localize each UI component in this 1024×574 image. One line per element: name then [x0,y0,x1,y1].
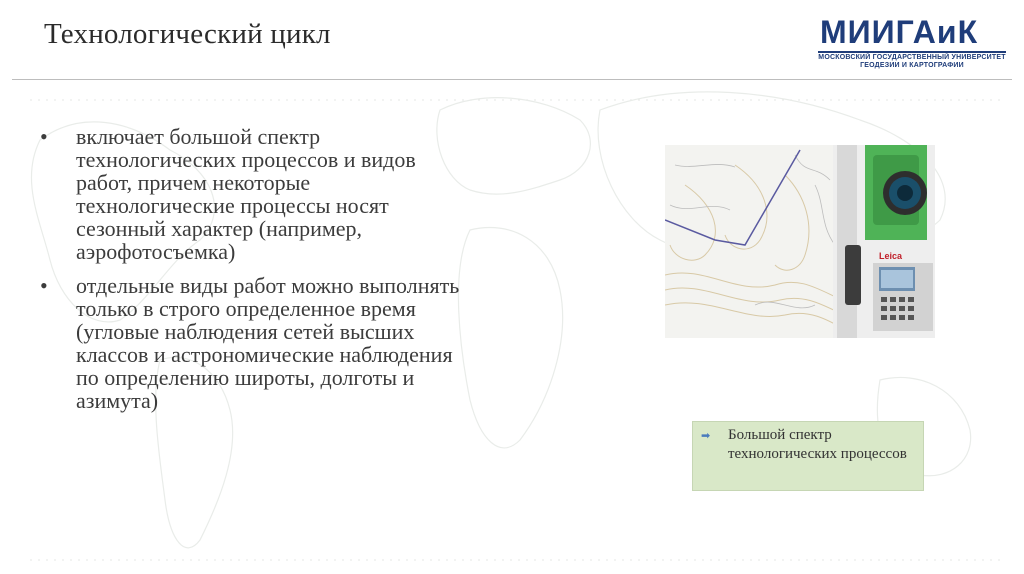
university-logo [812,14,1012,70]
slide-title: Технологический цикл [44,18,331,50]
callout-text: Большой спектр технологических процессов [728,427,907,462]
arrow-right-icon: ➡ [701,429,711,442]
bullet-list [40,125,470,423]
header-divider [12,79,1012,80]
logo-divider [818,51,1006,53]
bullet-text: включает большой спектр технологических процессов и видов работ, причем некоторые технологические процессы носят сезонный характер (например, аэрофотосъемка) [76,124,416,264]
total-station-photo [665,145,935,338]
logo-wordmark: МИИГАиК [820,14,979,50]
bullet-item [40,125,470,263]
bullet-marker: • [40,124,48,149]
logo-subtitle-line1: МОСКОВСКИЙ ГОСУДАРСТВЕННЫЙ УНИВЕРСИТЕТ [818,54,1006,61]
instrument-brand-label: Leica [879,251,903,261]
callout-box [692,421,924,491]
total-station-on-topographic-map-image [665,145,935,338]
bullet-text: отдельные виды работ можно выполнять только в строго определенное время (угловые наблюдения сетей высших классов и астрономические наблюдения по определению широты, долготы и азимута) [76,273,460,413]
bullet-marker: • [40,273,48,298]
bullet-item [40,274,470,412]
logo-subtitle-line2: ГЕОДЕЗИИ И КАРТОГРАФИИ [860,62,964,69]
